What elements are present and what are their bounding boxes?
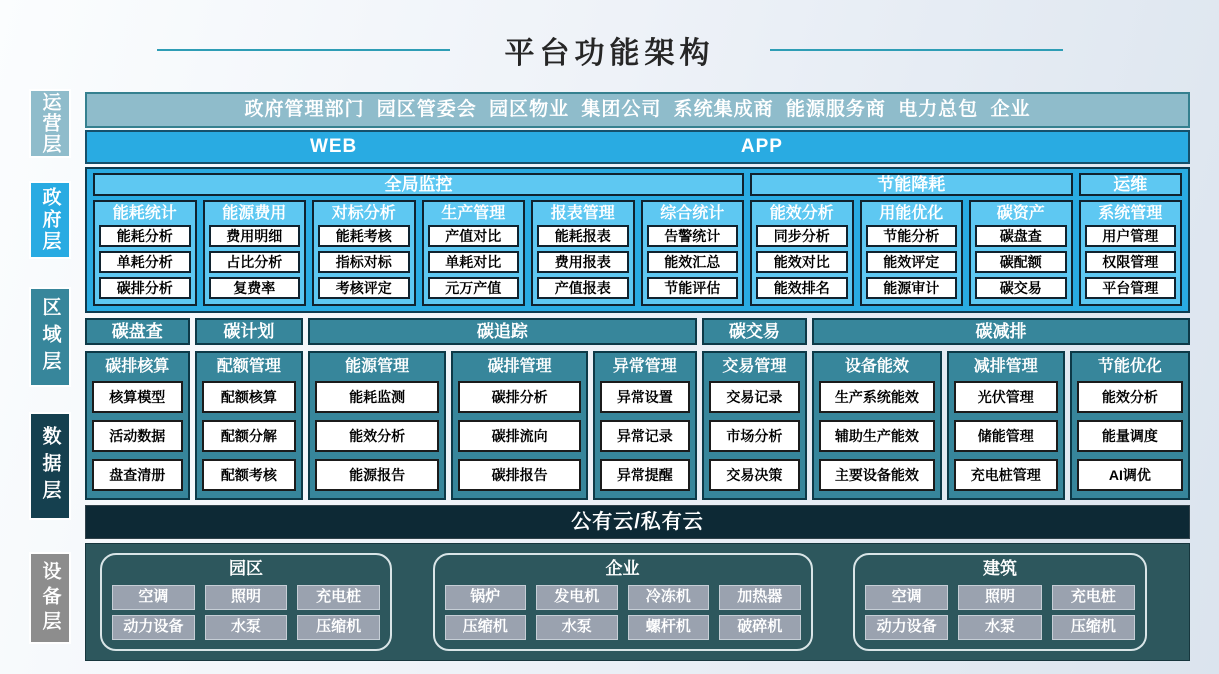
title-line-right (770, 49, 1063, 51)
device-button: 充电桩 (297, 585, 380, 610)
stakeholder-bar: 政府管理部门 园区管委会 园区物业 集团公司 系统集成商 能源服务商 电力总包 企业 (85, 92, 1190, 128)
region-column-header: 碳排核算 (105, 358, 170, 375)
device-button: 压缩机 (297, 615, 380, 640)
device-button: 水泵 (958, 615, 1041, 640)
gov-item: 碳交易 (975, 277, 1067, 299)
gov-item: 权限管理 (1085, 251, 1177, 273)
region-item: 交易记录 (709, 381, 801, 413)
gov-column-header: 生产管理 (441, 205, 506, 222)
region-column (947, 351, 1065, 500)
region-item: 配额分解 (202, 420, 297, 452)
gov-column-header: 碳资产 (996, 205, 1045, 222)
device-button: 冷冻机 (628, 585, 710, 610)
region-item: 配额考核 (202, 459, 297, 491)
region-item: 能量调度 (1077, 420, 1183, 452)
gov-item: 碳盘查 (975, 225, 1067, 247)
region-item: 主要设备能效 (819, 459, 935, 491)
gov-item: 告警统计 (647, 225, 739, 247)
region-item: 碳排分析 (458, 381, 581, 413)
region-group-header: 碳交易 (702, 318, 808, 345)
gov-item: 同步分析 (756, 225, 848, 247)
gov-item: 用户管理 (1085, 225, 1177, 247)
device-row (112, 585, 380, 610)
device-group (853, 553, 1147, 651)
region-group-header: 碳追踪 (308, 318, 696, 345)
gov-column-header: 对标分析 (331, 205, 396, 222)
gov-item: 节能分析 (866, 225, 958, 247)
region-column (1070, 351, 1190, 500)
device-group-title: 企业 (605, 559, 640, 578)
device-button: 水泵 (205, 615, 288, 640)
region-column (85, 351, 190, 500)
gov-item: 能效排名 (756, 277, 848, 299)
device-button: 空调 (112, 585, 195, 610)
gov-item: 费用报表 (537, 251, 629, 273)
region-item: 盘查清册 (92, 459, 183, 491)
region-item: 充电桩管理 (954, 459, 1058, 491)
region-column-header: 交易管理 (722, 358, 787, 375)
region-item: AI调优 (1077, 459, 1183, 491)
gov-item: 产值报表 (537, 277, 629, 299)
device-group (100, 553, 392, 651)
gov-item: 产值对比 (428, 225, 520, 247)
access-bar (85, 130, 1190, 164)
region-layer-section (85, 318, 1190, 500)
region-item: 生产系统能效 (819, 381, 935, 413)
region-item: 能效分析 (315, 420, 439, 452)
gov-column-header: 用能优化 (879, 205, 944, 222)
region-item: 市场分析 (709, 420, 801, 452)
gov-item: 碳排分析 (99, 277, 191, 299)
device-row (445, 615, 801, 640)
gov-item: 能效对比 (756, 251, 848, 273)
region-item: 异常设置 (600, 381, 689, 413)
gov-item: 能耗考核 (318, 225, 410, 247)
gov-column (203, 200, 307, 306)
gov-item: 能耗分析 (99, 225, 191, 247)
gov-item: 占比分析 (209, 251, 301, 273)
device-row (865, 585, 1135, 610)
web-access-label: WEB (309, 136, 358, 157)
gov-item: 节能评估 (647, 277, 739, 299)
content-area (85, 92, 1190, 661)
gov-item: 能效汇总 (647, 251, 739, 273)
device-row (865, 615, 1135, 640)
gov-item: 元万产值 (428, 277, 520, 299)
region-item: 储能管理 (954, 420, 1058, 452)
device-button: 照明 (958, 585, 1041, 610)
gov-column (531, 200, 635, 306)
device-button: 加热器 (719, 585, 801, 610)
region-group-header: 碳减排 (812, 318, 1190, 345)
device-button: 充电桩 (1052, 585, 1135, 610)
layer-label-5: 设备层 (29, 552, 71, 644)
gov-column-header: 系统管理 (1098, 205, 1163, 222)
region-item: 配额核算 (202, 381, 297, 413)
region-item: 能效分析 (1077, 381, 1183, 413)
device-button: 空调 (865, 585, 948, 610)
gov-group-header: 节能降耗 (750, 173, 1073, 196)
device-button: 压缩机 (445, 615, 527, 640)
layer-label-3: 区域层 (29, 287, 71, 387)
government-layer-section (85, 167, 1190, 313)
page-title: 平台功能架构 (504, 37, 715, 70)
gov-item: 能耗报表 (537, 225, 629, 247)
device-button: 螺杆机 (628, 615, 710, 640)
gov-item: 平台管理 (1085, 277, 1177, 299)
device-button: 压缩机 (1052, 615, 1135, 640)
region-column-header: 减排管理 (973, 358, 1038, 375)
gov-column (860, 200, 964, 306)
cloud-bar: 公有云/私有云 (85, 505, 1190, 539)
gov-item: 能源审计 (866, 277, 958, 299)
region-column-header: 配额管理 (216, 358, 281, 375)
gov-column-header: 能效分析 (769, 205, 834, 222)
gov-column-header: 能耗统计 (112, 205, 177, 222)
region-item: 辅助生产能效 (819, 420, 935, 452)
region-column-header: 异常管理 (612, 358, 677, 375)
gov-item: 考核评定 (318, 277, 410, 299)
region-column-header: 碳排管理 (487, 358, 552, 375)
device-button: 照明 (205, 585, 288, 610)
region-group-header: 碳计划 (195, 318, 304, 345)
device-button: 动力设备 (112, 615, 195, 640)
device-button: 水泵 (536, 615, 618, 640)
region-item: 碳排报告 (458, 459, 581, 491)
device-layer-section (85, 543, 1190, 661)
region-item: 核算模型 (92, 381, 183, 413)
device-group (433, 553, 813, 651)
gov-item: 能效评定 (866, 251, 958, 273)
gov-item: 碳配额 (975, 251, 1067, 273)
region-column-header: 能源管理 (345, 358, 410, 375)
gov-item: 单耗对比 (428, 251, 520, 273)
region-item: 碳排流向 (458, 420, 581, 452)
device-button: 破碎机 (719, 615, 801, 640)
region-item: 交易决策 (709, 459, 801, 491)
gov-column (750, 200, 854, 306)
gov-column (93, 200, 197, 306)
region-item: 异常提醒 (600, 459, 689, 491)
gov-column (641, 200, 745, 306)
device-group-title: 园区 (229, 559, 263, 578)
layer-label-2: 政府层 (29, 181, 71, 259)
gov-item: 单耗分析 (99, 251, 191, 273)
gov-item: 复费率 (209, 277, 301, 299)
device-row (445, 585, 801, 610)
gov-column (312, 200, 416, 306)
title-line-left (157, 49, 450, 51)
device-row (112, 615, 380, 640)
region-item: 能耗监测 (315, 381, 439, 413)
region-group-header: 碳盘查 (85, 318, 190, 345)
region-item: 活动数据 (92, 420, 183, 452)
region-column-header: 设备能效 (844, 358, 909, 375)
layer-label-4: 数据层 (29, 412, 71, 520)
region-column (593, 351, 696, 500)
region-item: 异常记录 (600, 420, 689, 452)
gov-group-header: 全局监控 (93, 173, 744, 196)
gov-item: 指标对标 (318, 251, 410, 273)
region-column (451, 351, 588, 500)
region-column-header: 节能优化 (1097, 358, 1162, 375)
device-button: 锅炉 (445, 585, 527, 610)
gov-column-header: 报表管理 (550, 205, 615, 222)
device-button: 动力设备 (865, 615, 948, 640)
gov-group-header: 运维 (1079, 173, 1183, 196)
gov-column-header: 能源费用 (222, 205, 287, 222)
region-item: 能源报告 (315, 459, 439, 491)
region-item: 光伏管理 (954, 381, 1058, 413)
device-button: 发电机 (536, 585, 618, 610)
region-column (195, 351, 304, 500)
gov-column-header: 综合统计 (660, 205, 725, 222)
gov-column (1079, 200, 1183, 306)
region-column (702, 351, 808, 500)
gov-item: 费用明细 (209, 225, 301, 247)
layer-label-1: 运营层 (29, 89, 71, 158)
device-group-title: 建筑 (983, 559, 1017, 578)
gov-column (969, 200, 1073, 306)
gov-column (422, 200, 526, 306)
page-header (0, 28, 1219, 72)
region-column (812, 351, 942, 500)
app-access-label: APP (740, 136, 783, 157)
region-column (308, 351, 446, 500)
